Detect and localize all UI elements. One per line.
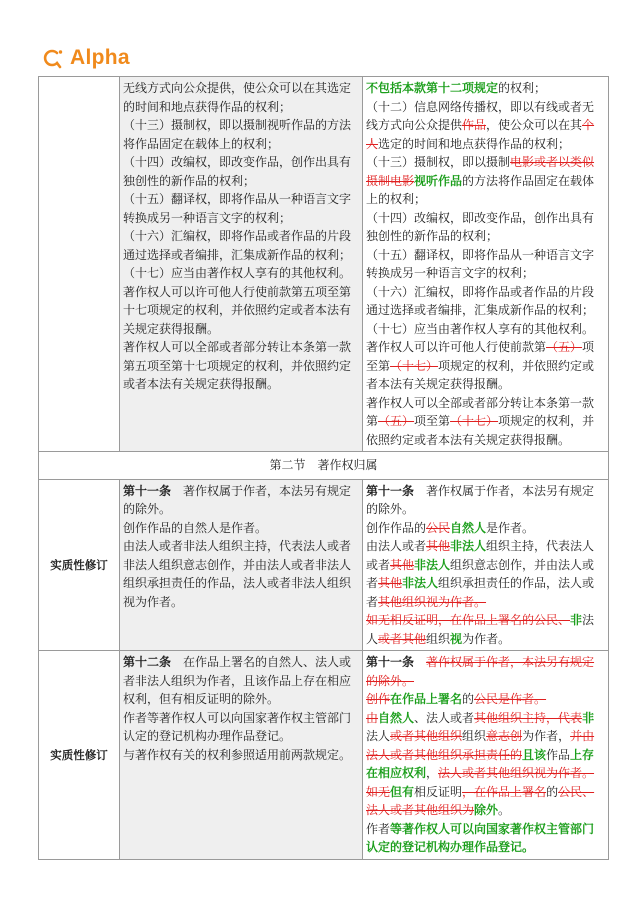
text-run: 项规定的权利，并依照约定或者本法有关规定获得报酬。 <box>366 358 595 391</box>
deleted-text: 个人 <box>366 118 595 151</box>
text-run: 为作者， <box>522 729 571 743</box>
paragraph <box>366 394 605 450</box>
text-run: 著作权属于作者，本法另有规定的除外。 <box>366 483 595 516</box>
inserted-text: 上存在相应权利 <box>366 747 595 780</box>
original-text-cell <box>120 479 363 651</box>
text-run: 的 <box>546 784 559 799</box>
text-run: 作者 <box>366 821 391 836</box>
revised-text-cell <box>363 651 609 860</box>
paragraph <box>366 153 605 209</box>
text-run: 项至第 <box>366 340 595 373</box>
deleted-text: 如无相反证明，在作品上署名的公民、 <box>366 613 571 627</box>
deleted-text: 其他 <box>378 576 403 590</box>
text-run: 作品 <box>546 747 571 762</box>
deleted-text: 由 <box>366 710 379 725</box>
text-run <box>414 655 426 669</box>
text-run: （十五）翻译权，即将作品从一种语言文字转换成另一种语言文字的权利； <box>366 247 595 280</box>
paragraph: 著作权人可以全部或者部分转让本条第一款第五项至第十七项规定的权利，并依照约定或者本法有关规定获得报酬。 <box>123 340 352 391</box>
inserted-text: 非 <box>582 710 595 725</box>
revised-text-cell <box>363 77 609 452</box>
inserted-text: 视 <box>450 631 463 646</box>
brand-name: Alpha <box>70 46 130 69</box>
deleted-text: 作品 <box>462 118 487 132</box>
text-run: 组织主持，代表法人或者 <box>366 539 595 572</box>
paragraph <box>366 79 605 98</box>
deleted-text: 如无 <box>366 784 391 799</box>
paragraph <box>366 519 605 538</box>
deleted-text: 或者其他组织 <box>390 729 463 743</box>
article-text: 著作权属于作者，本法另有规定的除外。 <box>123 483 352 516</box>
deleted-text: 公民 <box>426 520 451 535</box>
article-number: 第十一条 <box>123 483 172 498</box>
text-run: ，使公众可以在其 <box>486 118 583 132</box>
spacer <box>123 611 359 641</box>
text-run: 项规定的权利，并依照约定或者本法有关规定获得报酬。 <box>366 414 595 447</box>
inserted-text: 在作品上署名 <box>390 692 463 706</box>
inserted-text: 等著作权人可以向国家著作权主管部门认定的登记机构办理作品登记。 <box>366 821 595 854</box>
text-run: （十六）汇编权，即将作品或者作品的片段通过选择或者编排，汇集成新作品的权利； <box>366 284 595 317</box>
deleted-text: （五） <box>546 340 583 354</box>
paragraph: 作者等著作权人可以向国家著作权主管部门认定的登记机构办理作品登记。 <box>123 710 352 743</box>
paragraph: （十六）汇编权，即将作品或者作品的片段通过选择或者编排，汇集成新作品的权利； <box>123 229 352 262</box>
paragraph: （十五）翻译权，即将作品从一种语言文字转换成另一种语言文字的权利； <box>123 192 352 225</box>
table-row <box>39 479 609 651</box>
text-run: 法人 <box>366 729 391 743</box>
text-run: （十七）应当由著作权人享有的其他权利。著作权人可以许可他人行使前款第 <box>366 321 595 354</box>
text-run: 项至第 <box>414 414 451 428</box>
paragraph <box>123 653 359 709</box>
paragraph: 由法人或者非法人组织主持，代表法人或者非法人组织意志创作，并由法人或者非法人组织承担责任的作品，法人或者非法人组织视为作者。 <box>123 539 352 609</box>
deleted-text: 著作权属于作者，本法另有规定的除外。 <box>366 655 595 688</box>
text-run: 为作者。 <box>462 631 511 646</box>
revised-text-cell <box>363 479 609 651</box>
deleted-text: 其他 <box>426 539 451 553</box>
paragraph <box>366 709 605 783</box>
deleted-text: 法人或者其他组织视为作者。 <box>438 766 595 780</box>
text-run: 组织承担责任的作品，法人或者 <box>366 576 595 609</box>
inserted-text: 但有 <box>390 784 415 799</box>
deleted-text: 意志创 <box>486 729 523 743</box>
revision-type-label: 实质性修订 <box>39 479 120 651</box>
inserted-text: 不包括本款第十二项规定 <box>366 81 499 95</box>
inserted-text: 非 <box>570 613 583 627</box>
text-run: ， <box>426 766 439 780</box>
deleted-text: 其他组织视为作者。 <box>378 594 487 609</box>
text-run: 法人 <box>366 613 595 646</box>
deleted-text: 创作 <box>366 692 391 706</box>
paragraph <box>366 611 605 648</box>
text-run: 组织意志创作，并由法人或者 <box>366 557 595 590</box>
section-heading: 第二节 著作权归属 <box>39 452 609 480</box>
text-run: 选定的时间和地点获得作品的权利； <box>378 136 571 151</box>
paragraph <box>366 690 605 709</box>
paragraph <box>366 783 605 820</box>
paragraph <box>366 98 605 154</box>
revision-type-cell <box>39 77 120 452</box>
text-run: 由法人或者 <box>366 539 427 553</box>
text-run: 组织 <box>426 631 451 646</box>
paragraph: （十四）改编权，即改变作品，创作出具有独创性的新作品的权利； <box>123 155 352 188</box>
deleted-text: （十七） <box>390 358 439 373</box>
text-run: 著作权人可以全部或者部分转让本条第一款第 <box>366 395 595 428</box>
inserted-text: 除外 <box>474 803 499 817</box>
comparison-table <box>38 76 609 860</box>
alpha-logo-icon <box>42 47 64 69</box>
article-text: 在作品上署名的自然人、法人或者非法人组织为作者，且该作品上存在相应权利，但有相反证明的除外。 <box>123 655 352 706</box>
deleted-text: 其他 <box>390 557 415 572</box>
inserted-text: 自然人 <box>450 520 487 535</box>
text-run: 的 <box>462 692 475 706</box>
deleted-text: 其他组织主持，代表 <box>474 710 583 725</box>
text-run: 。 <box>498 803 511 817</box>
deleted-text: 公民是作者。 <box>474 692 547 706</box>
paragraph <box>366 482 605 519</box>
paragraph: （十三）摄制权，即以摄制视听作品的方法将作品固定在载体上的权利； <box>123 118 352 151</box>
paragraph <box>366 653 605 690</box>
deleted-text: 电影或者以类似摄制电影 <box>366 155 595 188</box>
text-run: 创作作品的 <box>366 520 427 535</box>
text-run: 、法人或者 <box>414 710 475 725</box>
text-run: 的权利； <box>498 81 547 95</box>
text-run: （十二）信息网络传播权，即以有线或者无线方式向公众提供 <box>366 99 595 132</box>
text-run: 第十一条 <box>366 655 415 669</box>
inserted-text: 视听作品 <box>414 173 463 188</box>
text-run: 组织 <box>462 729 487 743</box>
paragraph <box>123 482 359 519</box>
inserted-text: 非法人 <box>414 557 451 572</box>
inserted-text: 且该 <box>522 747 547 762</box>
inserted-text: 自然人 <box>378 710 415 725</box>
paragraph: 创作作品的自然人是作者。 <box>123 520 268 535</box>
inserted-text: 非法人 <box>402 576 439 590</box>
paragraph: 无线方式向公众提供，使公众可以在其选定的时间和地点获得作品的权利； <box>123 81 352 114</box>
paragraph <box>366 320 605 394</box>
paragraph <box>366 537 605 611</box>
section-row <box>39 452 609 480</box>
deleted-text: （十七） <box>450 414 499 428</box>
paragraph <box>366 820 605 857</box>
text-run: （十四）改编权，即改变作品，创作出具有独创性的新作品的权利； <box>366 210 595 243</box>
revision-type-label: 实质性修订 <box>39 651 120 860</box>
paragraph: （十七）应当由著作权人享有的其他权利。著作权人可以许可他人行使前款第五项至第十七项规定的权利，并依照约定或者本法有关规定获得报酬。 <box>123 266 352 336</box>
paragraph <box>366 246 605 283</box>
deleted-text: ，在作品上署名 <box>462 784 547 799</box>
text-run: （十三）摄制权，即以摄制 <box>366 155 511 169</box>
text-run: 的方法将作品固定在载体上的权利； <box>366 173 595 206</box>
paragraph <box>366 209 605 246</box>
deleted-text: 公民、法人或者其他组织为 <box>366 784 595 817</box>
paragraph <box>366 283 605 320</box>
table-row <box>39 651 609 860</box>
text-run: 相反证明 <box>414 784 463 799</box>
inserted-text: 非法人 <box>450 539 487 553</box>
deleted-text: （五） <box>378 414 415 428</box>
article-number: 第十二条 <box>123 655 172 669</box>
deleted-text: 或者其他 <box>378 631 427 646</box>
original-text-cell <box>120 651 363 860</box>
text-run: 是作者。 <box>486 520 535 535</box>
original-text-cell <box>120 77 363 452</box>
table-row <box>39 77 609 452</box>
brand-logo <box>42 46 130 70</box>
text-run: 第十一条 <box>366 483 415 498</box>
paragraph: 与著作权有关的权利参照适用前两款规定。 <box>123 747 352 762</box>
deleted-text: 并由法人或者其他组织承担责任的 <box>366 729 595 762</box>
